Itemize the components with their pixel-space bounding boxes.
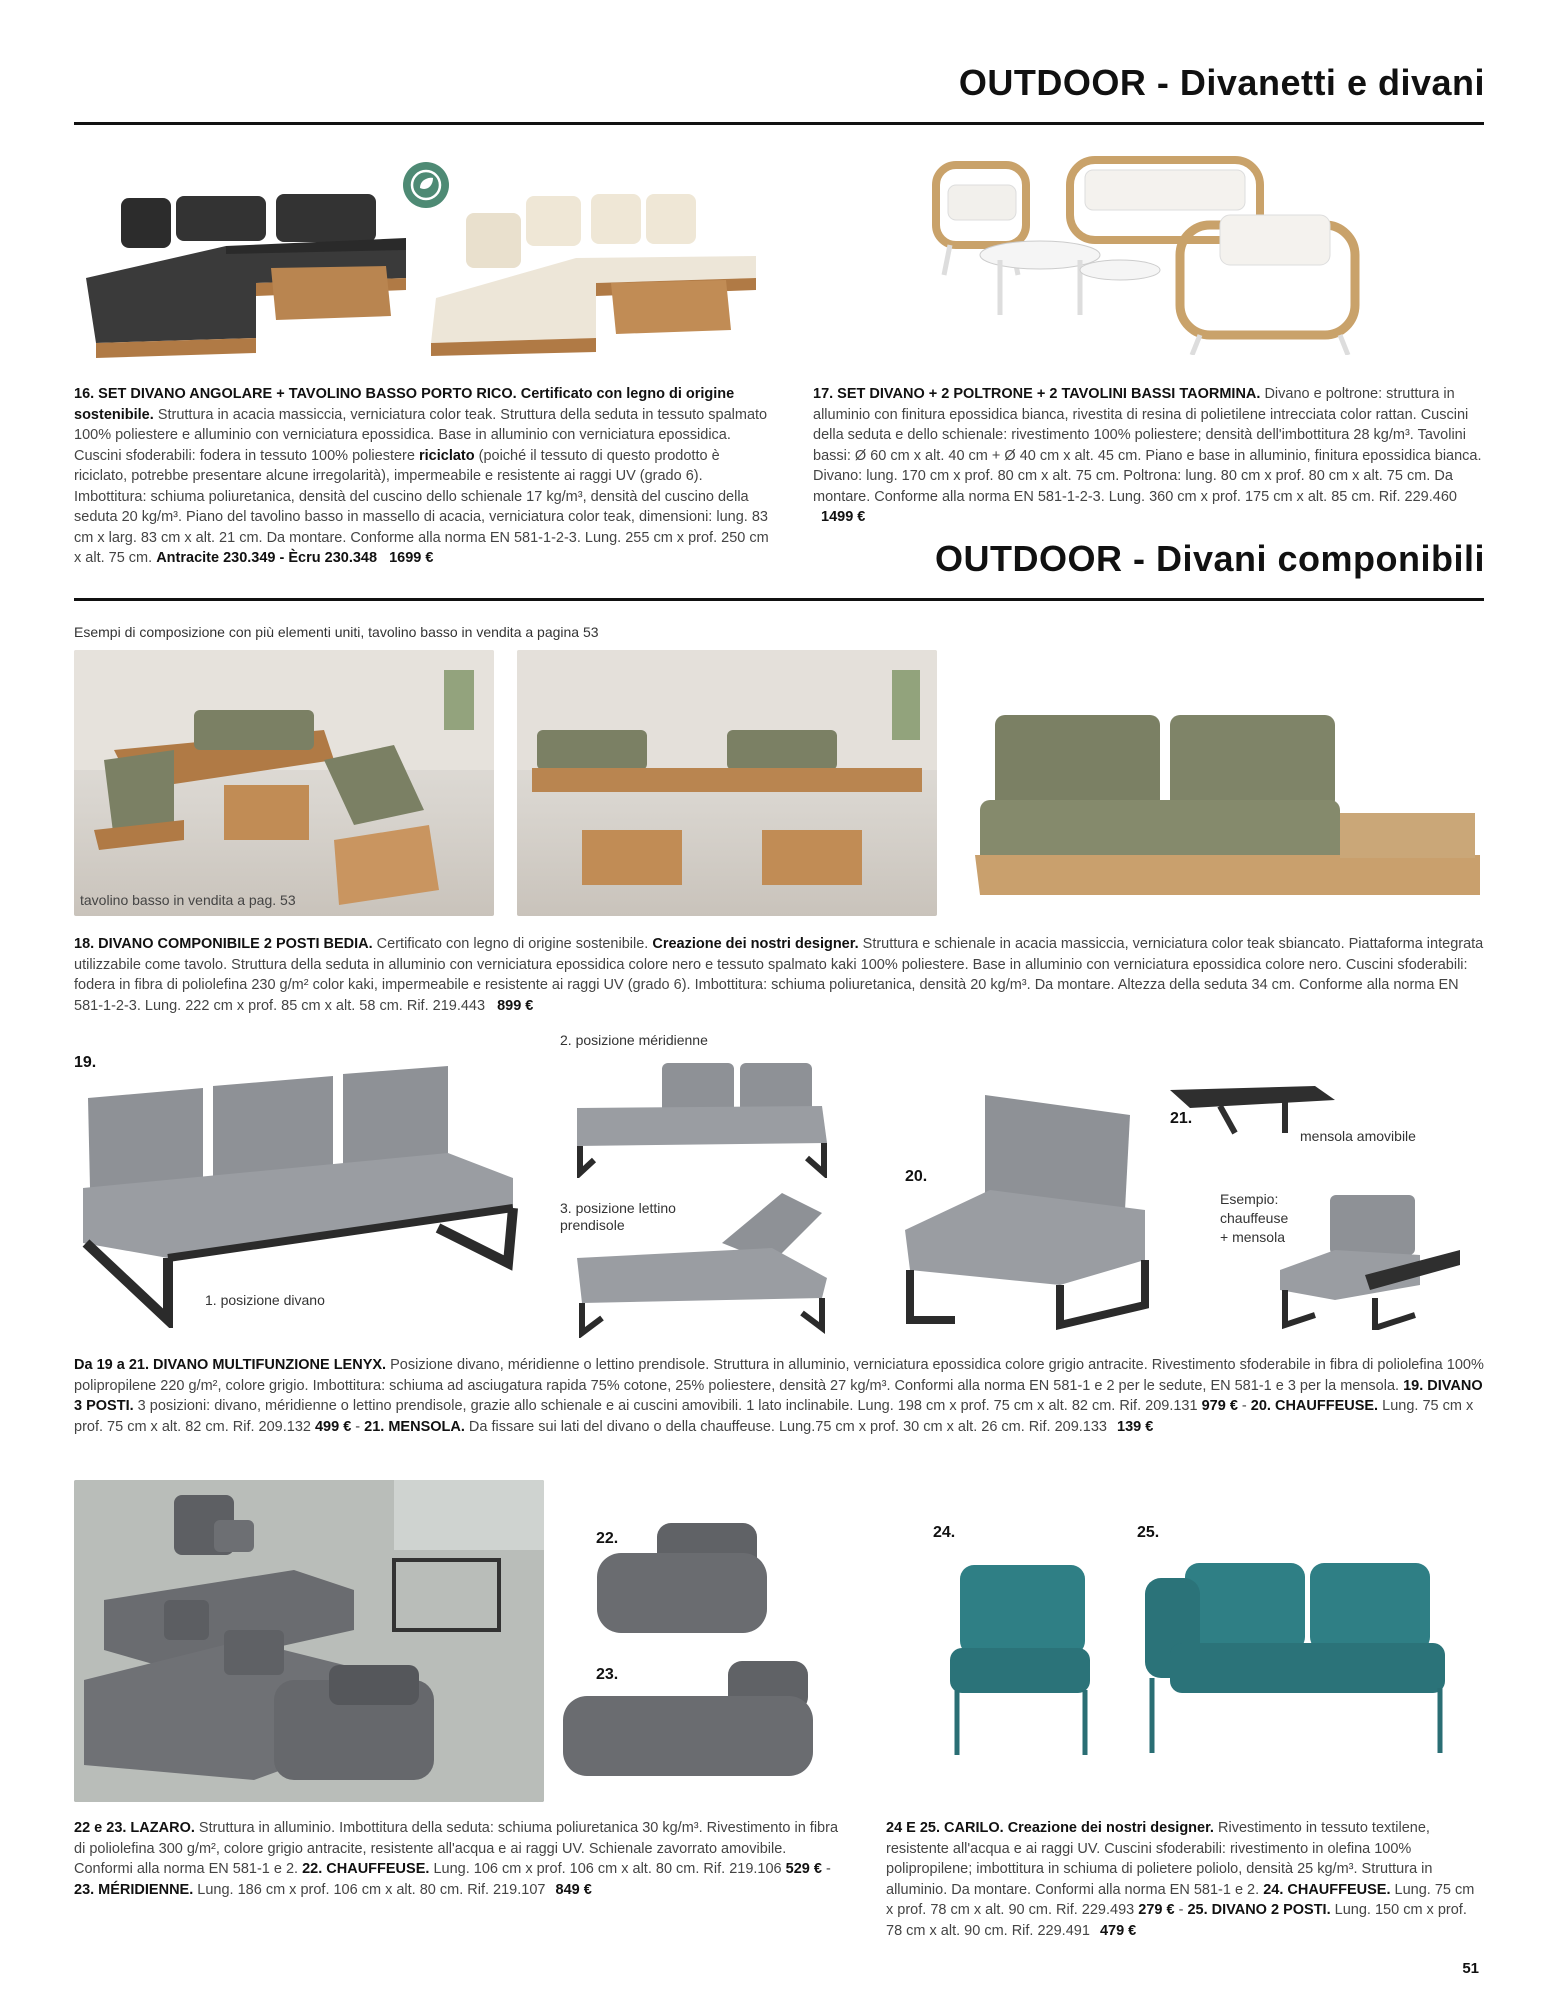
- eco-leaf-icon: [403, 162, 449, 208]
- item-16-bold: riciclato: [418, 447, 475, 464]
- product-photo-lazaro: [74, 1480, 544, 1802]
- item-21-bold: 21. MENSOLA.: [364, 1418, 465, 1435]
- item-22-bold: 22. CHAUFFEUSE.: [302, 1861, 430, 1877]
- section-rule-1: [74, 122, 1484, 125]
- item-16-price: 1699 €: [389, 550, 434, 566]
- label-21: 21.: [1170, 1110, 1193, 1127]
- description-item-19-21: Da 19 a 21. DIVANO MULTIFUNZIONE LENYX. Posizione divano, méridienne o lettino prendisole. Struttura in alluminio, verniciatura epossidica colore grigio antracite. Rivestimento sfoderabile in fibra di poliolefina 100% polipropilene 220 g/m², colore grigio. Imbottitura: schiuma ad asciugatura rapida 75% cotone, 25% poliestere, densità 27 kg/m³. Conformi alla norma EN 581-1 e 2 per le sedute, EN 581-1 e 3 per la mensola. 19. DIVANO 3 POSTI. 3 posizioni: divano, méridienne o lettino prendisole, grazie allo schienale e ai cuscini amovibili. 1 lato inclinabile. Lung. 198 cm x prof. 75 cm x alt. 82 cm. Rif. 209.131 979 € - 20. CHAUFFEUSE. Lung. 75 cm x prof. 75 cm x alt. 82 cm. Rif. 209.132 499 € - 21. MENSOLA. Da fissare sui lati del divano o della chauffeuse. Lung.75 cm x prof. 30 cm x alt. 26 cm. Rif. 209.133 139 €: [74, 1357, 1484, 1435]
- item-24-bold-2: 24. CHAUFFEUSE.: [1263, 1881, 1391, 1898]
- section-title-componibili: OUTDOOR - Divani componibili: [934, 538, 1485, 579]
- item-18-body-2: Struttura e schienale in acacia massiccia, verniciatura color teak sbiancato. Piattaforma integrata utilizzabile come tavolo. Struttura della seduta in alluminio con verniciatura epossidica colore nero e tessuto spalmato kaki 100% poliestere. Base in alluminio con verniciatura epossidica colore nero. Cuscini sfoderabili: fodera in fibra di poliolefina 230 g/m² color kaki, impermeabile e resistente ai raggi UV (grado 6). Imbottitura: schiuma poliuretanica, densità 20 kg/m³. Da montare. Altezza della seduta 34 cm. Conforme alla norma EN 581-1-2-3. Lung. 222 cm x prof. 85 cm x alt. 58 cm. Rif. 219.443: [74, 936, 1484, 1014]
- item-23-bold: 23. MÉRIDIENNE.: [74, 1881, 194, 1898]
- item-25-price: 479 €: [1099, 1922, 1137, 1939]
- page-number: 51: [1462, 1960, 1479, 1977]
- item-25-text: Lung. 150 cm x prof. 78 cm x alt. 90 cm. Rif. 229.491: [886, 1902, 1467, 1939]
- item-23-price: 849 €: [555, 1881, 592, 1898]
- product-image-taormina: [930, 155, 1370, 355]
- product-image-lenyx-sofa: [78, 1058, 518, 1328]
- label-24: 24.: [933, 1524, 956, 1541]
- product-image-lazaro-meridienne: [558, 1656, 818, 1781]
- item-21-price: 139 €: [1117, 1418, 1154, 1435]
- item-17-body: Divano e poltrone: struttura in alluminio con finitura epossidica bianca, rivestita di resina di polietilene intrecciata color rattan. Cuscini della seduta e dello schienale: rivestimento 100% poliestere; densità dell'imbottitura 28 kg/m³. Tavolini bassi: Ø 60 cm x alt. 40 cm + Ø 40 cm x alt. 45 cm. Piano e base in alluminio, finitura epossidica bianca. Divano: lung. 170 cm x prof. 80 cm x alt. 75 cm. Poltrona: lung. 80 cm x prof. 80 cm x alt. 75 cm. Da montare. Conforme alla norma EN 581-1-2-3. Lung. 360 cm x prof. 175 cm x alt. 85 cm. Rif. 229.460: [813, 386, 1482, 505]
- item-18-bold: Creazione dei nostri designer.: [652, 936, 859, 952]
- label-esempio: Esempio: chauffeuse + mensola: [1220, 1191, 1289, 1245]
- item-16-body-2: (poiché il tessuto di questo prodotto è riciclato, potrebbe presentare alcune irregolarità), impermeabile e resistente ai raggi UV (grado 6). Imbottitura: schiuma poliuretanica, densità del cuscino dello schienale 17 kg/m³, densità del cuscino della seduta 20 kg/m³. Piano del tavolino basso in massello di acacia, verniciatura color teak, dimensioni: lung. 83 cm x larg. 83 cm x alt. 21 cm. Da montare. Conforme alla norma EN 581-1-2-3. Lung. 255 cm x prof. 250 cm x alt. 75 cm.: [74, 447, 769, 566]
- item-19-heading: Da 19 a 21. DIVANO MULTIFUNZIONE LENYX.: [74, 1357, 387, 1373]
- item-16-body: Struttura in acacia massiccia, verniciatura color teak. Struttura della seduta in tessuto spalmato 100% poliestere e alluminio con verniciatura epossidica. Base in alluminio con verniciatura epossidica. Cuscini sfoderabili: fodera in tessuto 100% poliestere: [74, 406, 768, 464]
- item-24-body: Rivestimento in tessuto textilene, resistente all'acqua e ai raggi UV. Cuscini sfoderabili: rivestimento in olefina 100% polipropilene; imbottitura in schiuma di polietere poliolo, densità 25 kg/m³. Struttura in alluminio. Da montare. Conformi alla norma EN 581-1 e 2.: [886, 1820, 1433, 1898]
- product-image-lenyx-chauffeuse: [900, 1090, 1150, 1330]
- item-24-text: Lung. 75 cm x prof. 78 cm x alt. 90 cm. Rif. 229.493: [886, 1881, 1475, 1918]
- item-22-text: Lung. 106 cm x prof. 106 cm x alt. 80 cm. Rif. 219.106: [433, 1861, 782, 1877]
- product-image-lazaro-chauffeuse: [592, 1518, 772, 1638]
- item-24-bold: Creazione dei nostri designer.: [1007, 1820, 1214, 1836]
- label-pos-3: 3. posizione lettino prendisole: [560, 1200, 676, 1233]
- product-image-lenyx-meridienne: [572, 1058, 832, 1178]
- product-image-bedia: [975, 705, 1480, 900]
- item-25-bold: 25. DIVANO 2 POSTI.: [1187, 1902, 1331, 1918]
- product-image-carilo-chauffeuse: [945, 1560, 1095, 1760]
- product-image-lenyx-esempio: [1275, 1190, 1465, 1330]
- item-20-text: Lung. 75 cm x prof. 75 cm x alt. 82 cm. Rif. 209.132: [74, 1398, 1474, 1435]
- label-pos-2: 2. posizione méridienne: [560, 1032, 708, 1048]
- label-25: 25.: [1137, 1524, 1160, 1541]
- description-item-22-23: 22 e 23. LAZARO. Struttura in alluminio. Imbottitura della seduta: schiuma poliuretanica 30 kg/m³. Rivestimento in fibra di poliolefina 300 g/m², colore grigio antracite, resistente all'acqua e ai raggi UV. Schienale zavorrato amovibile. Conformi alla norma EN 581-1 e 2. 22. CHAUFFEUSE. Lung. 106 cm x prof. 106 cm x alt. 80 cm. Rif. 219.106 529 € - 23. MÉRIDIENNE. Lung. 186 cm x prof. 106 cm x alt. 80 cm. Rif. 219.107 849 €: [74, 1820, 839, 1898]
- item-18-body: Certificato con legno di origine sostenibile.: [376, 936, 649, 952]
- item-19-body: Posizione divano, méridienne o lettino prendisole. Struttura in alluminio, verniciatura epossidica colore grigio antracite. Rivestimento sfoderabile in fibra di poliolefina 100% polipropilene 220 g/m², colore grigio. Imbottitura: schiuma ad asciugatura rapida 75% cotone, 25% poliestere, densità 27 kg/m³. Conformi alla norma EN 581-1 e 2 per le sedute, EN 581-1 e 3 per la mensola.: [74, 1357, 1484, 1394]
- item-19-price: 979 €: [1201, 1398, 1238, 1414]
- item-23-text: Lung. 186 cm x prof. 106 cm x alt. 80 cm. Rif. 219.107: [197, 1881, 546, 1898]
- product-image-lenyx-lettino: [572, 1188, 832, 1338]
- section-intro: Esempi di composizione con più elementi uniti, tavolino basso in vendita a pagina 53: [74, 624, 599, 640]
- item-18-price: 899 €: [497, 997, 534, 1014]
- section-title-divanetti: OUTDOOR - Divanetti e divani: [958, 62, 1485, 103]
- label-19: 19.: [74, 1054, 97, 1071]
- description-item-24-25: 24 E 25. CARILO. Creazione dei nostri designer. Rivestimento in tessuto textilene, resistente all'acqua e ai raggi UV. Cuscini sfoderabili: rivestimento in olefina 100% polipropilene; imbottitura in schiuma di polietere poliolo, densità 25 kg/m³. Struttura in alluminio. Da montare. Conformi alla norma EN 581-1 e 2. 24. CHAUFFEUSE. Lung. 75 cm x prof. 78 cm x alt. 90 cm. Rif. 229.493 279 € - 25. DIVANO 2 POSTI. Lung. 150 cm x prof. 78 cm x alt. 90 cm. Rif. 229.491 479 €: [886, 1820, 1475, 1939]
- composition-photo-1: [74, 650, 494, 916]
- section-rule-2: [74, 598, 1484, 601]
- item-22-body: Struttura in alluminio. Imbottitura della seduta: schiuma poliuretanica 30 kg/m³. Rivestimento in fibra di poliolefina 300 g/m², colore grigio antracite, resistente all'acqua e ai raggi UV. Schienale zavorrato amovibile. Conformi alla norma EN 581-1 e 2.: [74, 1820, 839, 1877]
- item-17-heading: 17. SET DIVANO + 2 POLTRONE + 2 TAVOLINI BASSI TAORMINA.: [813, 386, 1261, 402]
- description-item-17: [813, 384, 1483, 528]
- item-24-heading: 24 E 25. CARILO.: [886, 1820, 1004, 1836]
- label-22: 22.: [596, 1530, 619, 1547]
- description-item-18: [74, 934, 1484, 1016]
- item-24-price: 279 €: [1138, 1902, 1175, 1918]
- item-22-heading: 22 e 23. LAZARO.: [74, 1820, 195, 1836]
- item-18-heading: 18. DIVANO COMPONIBILE 2 POSTI BEDIA.: [74, 936, 373, 952]
- item-17-price: 1499 €: [821, 509, 866, 525]
- product-image-carilo-sofa: [1140, 1558, 1450, 1758]
- label-23: 23.: [596, 1666, 619, 1683]
- item-19-bold: 19. DIVANO 3 POSTI.: [74, 1377, 1483, 1414]
- composition-photo-2: [517, 650, 937, 916]
- label-20: 20.: [905, 1168, 928, 1185]
- item-21-text: Da fissare sui lati del divano o della chauffeuse. Lung.75 cm x prof. 30 cm x alt. 26 cm. Rif. 209.133: [468, 1418, 1107, 1435]
- item-19-text: 3 posizioni: divano, méridienne o lettino prendisole, grazie allo schienale e ai cuscini amovibili. 1 lato inclinabile. Lung. 198 cm x prof. 75 cm x alt. 82 cm. Rif. 209.131: [137, 1398, 1198, 1414]
- photo-caption: tavolino basso in vendita a pag. 53: [80, 892, 296, 908]
- item-22-price: 529 €: [785, 1861, 822, 1877]
- item-20-price: 499 €: [314, 1418, 352, 1435]
- item-20-bold: 20. CHAUFFEUSE.: [1250, 1398, 1379, 1414]
- label-pos-1: 1. posizione divano: [205, 1292, 325, 1308]
- label-mensola: mensola amovibile: [1300, 1128, 1416, 1144]
- item-16-refs: Antracite 230.349 - Ècru 230.348: [156, 550, 378, 566]
- item-16-heading: 16. SET DIVANO ANGOLARE + TAVOLINO BASSO PORTO RICO. Certificato con legno di origine sostenibile.: [74, 386, 735, 423]
